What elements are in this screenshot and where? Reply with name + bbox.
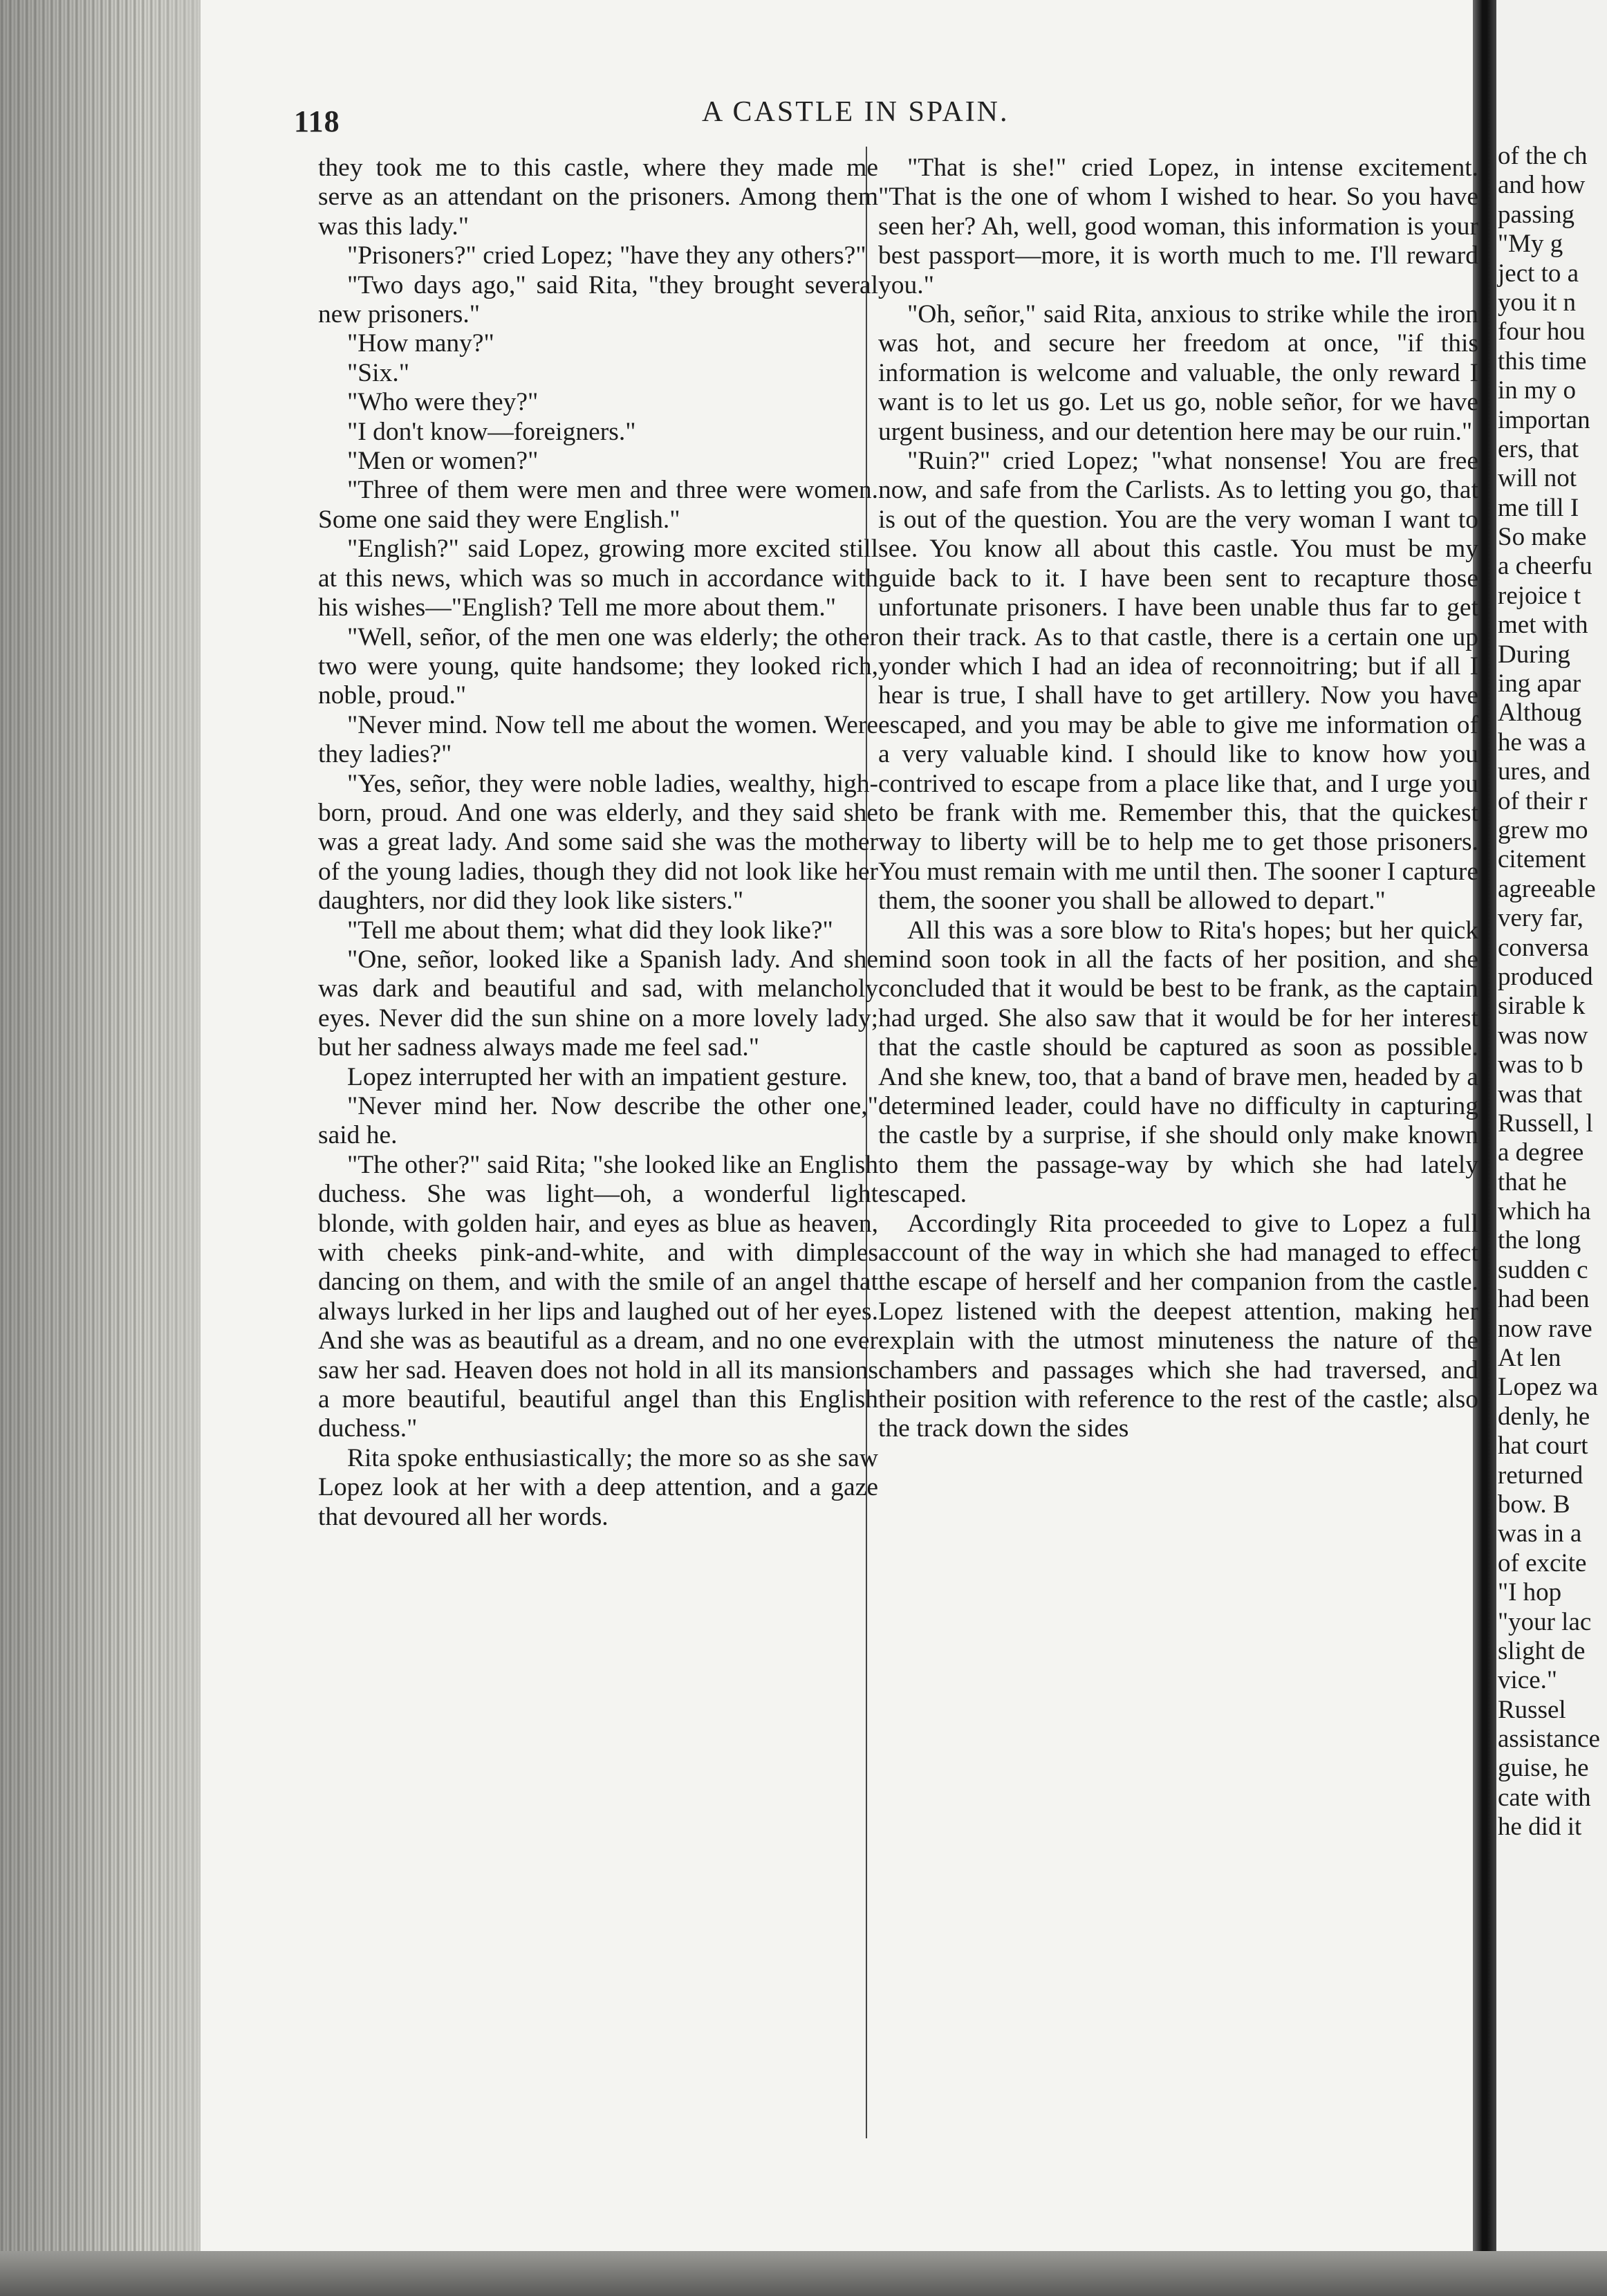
paragraph: "Three of them were men and three were women. Some one said they were English." (318, 476, 878, 534)
facing-page-line: So make (1498, 523, 1587, 552)
paragraph: "The other?" said Rita; "she looked like an English duchess. She was light—oh, a wonderful light blonde, with golden hair, and eyes as blue as heaven, with cheeks pink-and-white, and with dimples dancing on them, and with the smile of an angel that always lurked in her lips and laughed out of her eyes. And she was as beautiful as a dream, and no one ever saw her sad. Heaven does not hold in all its mansions a more beautiful, beautiful angel than this English duchess." (318, 1150, 878, 1443)
facing-page-line: bow. B (1498, 1490, 1570, 1519)
right-column (878, 154, 1478, 1444)
facing-page-text (1498, 142, 1600, 1842)
facing-page-line: denly, he (1498, 1402, 1590, 1431)
page-edges-shade (0, 0, 201, 2296)
facing-page-line: now rave (1498, 1314, 1592, 1343)
paragraph: "Never mind her. Now describe the other one," said he. (318, 1092, 878, 1150)
paragraph: "Prisoners?" cried Lopez; "have they any others?" (347, 241, 866, 270)
paragraph: All this was a sore blow to Rita's hopes; but her quick mind soon took in all the facts of her position, and she concluded that it would be best to be frank, as the captain had urged. She also saw that it would be for her interest that the castle should be captured as soon as possible. And she knew, too, that a band of brave men, headed by a determined leader, could have no difficulty in capturing the castle by a surprise, if she should only make known to them the passage-way by which she had lately escaped. (878, 916, 1478, 1209)
paragraph: "One, señor, looked like a Spanish lady. And she was dark and beautiful and sad, with melancholy eyes. Never did the sun shine on a more lovely lady; but her sadness always made me feel sad." (318, 945, 878, 1062)
facing-page-line: citement (1498, 845, 1586, 874)
paragraph: Accordingly Rita proceeded to give to Lopez a full account of the way in which she had managed to effect the escape of herself and her companion from the castle. Lopez listened with the deepest attention, making her explain with the utmost minuteness the nature of the chambers and passages which she had traversed, and their position with reference to the rest of the castle; also the track down the sides (878, 1209, 1478, 1443)
facing-page-line: sirable k (1498, 992, 1586, 1021)
paragraph: "Never mind. Now tell me about the women. Were they ladies?" (318, 710, 878, 769)
facing-page-line: assistance (1498, 1725, 1600, 1754)
facing-page-line: grew mo (1498, 815, 1588, 844)
paragraph: "Well, señor, of the men one was elderly; the other two were young, quite handsome; they looked rich, noble, proud." (318, 622, 878, 710)
facing-page-line: "My g (1498, 230, 1563, 259)
left-column (318, 154, 878, 1532)
paragraph: Lopez interrupted her with an impatient gesture. (347, 1062, 848, 1091)
facing-page-line: rejoice t (1498, 581, 1581, 610)
paragraph: "English?" said Lopez, growing more excited still at this news, which was so much in accordance with his wishes—"English? Tell me more about them." (318, 535, 878, 622)
page-number: 118 (294, 104, 340, 138)
facing-page-line: that he (1498, 1167, 1567, 1196)
paragraph: "Two days ago," said Rita, "they brought several new prisoners." (318, 270, 878, 329)
paragraph: "Yes, señor, they were noble ladies, wealthy, high-born, proud. And one was elderly, and they said she was a great lady. And some said she was the mother of the young ladies, though they did not look like her daughters, nor did they look like sisters." (318, 769, 878, 916)
facing-page-line: was to b (1498, 1050, 1583, 1080)
paragraph: "Six." (347, 358, 410, 387)
facing-page-line: produced (1498, 962, 1593, 991)
facing-page-line: was in a (1498, 1519, 1582, 1548)
facing-page-line: passing (1498, 200, 1575, 229)
paragraph: "How many?" (347, 329, 494, 358)
facing-page-line: he was a (1498, 728, 1586, 757)
paragraph: "Who were they?" (347, 388, 539, 417)
facing-page-line: a degree (1498, 1138, 1584, 1167)
facing-page-line: and how (1498, 171, 1586, 200)
facing-page-line: very far, (1498, 904, 1583, 933)
paragraph: "I don't know—foreigners." (347, 417, 636, 446)
facing-page-line: ing apar (1498, 669, 1581, 698)
facing-page-line: Lopez wa (1498, 1373, 1598, 1402)
facing-page-line: had been (1498, 1285, 1590, 1314)
facing-page-line: was that (1498, 1080, 1583, 1109)
facing-page-line: of the ch (1498, 142, 1588, 170)
paragraph: "Ruin?" cried Lopez; "what nonsense! You are free now, and safe from the Carlists. As to letting you go, that is out of the question. You are the very woman I want to see. You know all about this castle. You must be my guide back to it. I have been sent to recapture those unfortunate prisoners. I have been unable thus far to get on their track. As to that castle, there is a certain one up yonder which I had an idea of reconnoitring; but if all I hear is true, I shall have to get artillery. Now you have escaped, and you may be able to give me information of a very valuable kind. I should like to know how you contrived to escape from a place like that, and I urge you to be frank with me. Remember this, that the quickest way to liberty will be to help me to get those prisoners. You must remain with me until then. The sooner I capture them, the sooner you shall be allowed to depart." (878, 447, 1478, 916)
facing-page-line: he did it (1498, 1813, 1582, 1842)
paragraph: they took me to this castle, where they made me serve as an attendant on the prisoners. Among them was this lady." (318, 154, 878, 241)
facing-page-line: cate with (1498, 1783, 1591, 1812)
facing-page-line: the long (1498, 1226, 1581, 1255)
facing-page-line: was now (1498, 1021, 1588, 1050)
facing-page-line: this time (1498, 346, 1587, 376)
facing-page-line: me till I (1498, 493, 1579, 522)
facing-page-line: importan (1498, 405, 1590, 434)
facing-page-line: ers, that (1498, 434, 1579, 463)
paragraph: Rita spoke enthusiastically; the more so as she saw Lopez look at her with a deep attention, and a gaze that devoured all her words. (318, 1443, 878, 1531)
facing-page-line: in my o (1498, 376, 1577, 405)
facing-page-line: sudden c (1498, 1255, 1588, 1284)
facing-page-line: which ha (1498, 1197, 1591, 1226)
facing-page-line: ures, and (1498, 757, 1590, 786)
facing-page-line: guise, he (1498, 1754, 1589, 1783)
facing-page-line: of their r (1498, 786, 1588, 815)
facing-page-line: Russel (1498, 1695, 1566, 1724)
facing-page-line: you it n (1498, 288, 1577, 317)
facing-page-line: ject to a (1498, 259, 1579, 288)
facing-page-line: Russell, l (1498, 1109, 1593, 1138)
facing-page-line: a cheerfu (1498, 552, 1592, 581)
facing-page-line: During (1498, 640, 1570, 669)
facing-page-line: of excite (1498, 1548, 1587, 1577)
facing-page-line: four hou (1498, 317, 1586, 346)
facing-page-line: hat court (1498, 1432, 1588, 1461)
paragraph: "Oh, señor," said Rita, anxious to strike while the iron was hot, and secure her freedom at once, "if this information is welcome and valuable, the only reward I want is to let us go. Let us go, noble señor, for we have urgent business, and our detention here may be our ruin." (878, 300, 1478, 446)
facing-page-line: slight de (1498, 1636, 1586, 1665)
facing-page-line: "your lac (1498, 1607, 1592, 1636)
facing-page-line: "I hop (1498, 1578, 1562, 1607)
facing-page-line: At len (1498, 1344, 1561, 1373)
facing-page-line: Althoug (1498, 698, 1582, 728)
running-title: A CASTLE IN SPAIN. (702, 96, 1010, 128)
paragraph: "Men or women?" (347, 447, 539, 476)
facing-page-line: will not (1498, 464, 1577, 493)
facing-page-line: conversa (1498, 933, 1589, 962)
paragraph: "Tell me about them; what did they look like?" (347, 916, 833, 945)
scan-bottom-edge (0, 2251, 1607, 2296)
facing-page-line: met with (1498, 611, 1588, 640)
paragraph: "That is she!" cried Lopez, in intense excitement. "That is the one of whom I wished to hear. So you have seen her? Ah, well, good woman, this information is your best passport—more, it is worth much to me. I'll reward you." (878, 154, 1478, 299)
facing-page-line: vice." (1498, 1666, 1557, 1695)
facing-page-line: returned (1498, 1461, 1583, 1490)
facing-page-line: agreeable (1498, 874, 1596, 903)
